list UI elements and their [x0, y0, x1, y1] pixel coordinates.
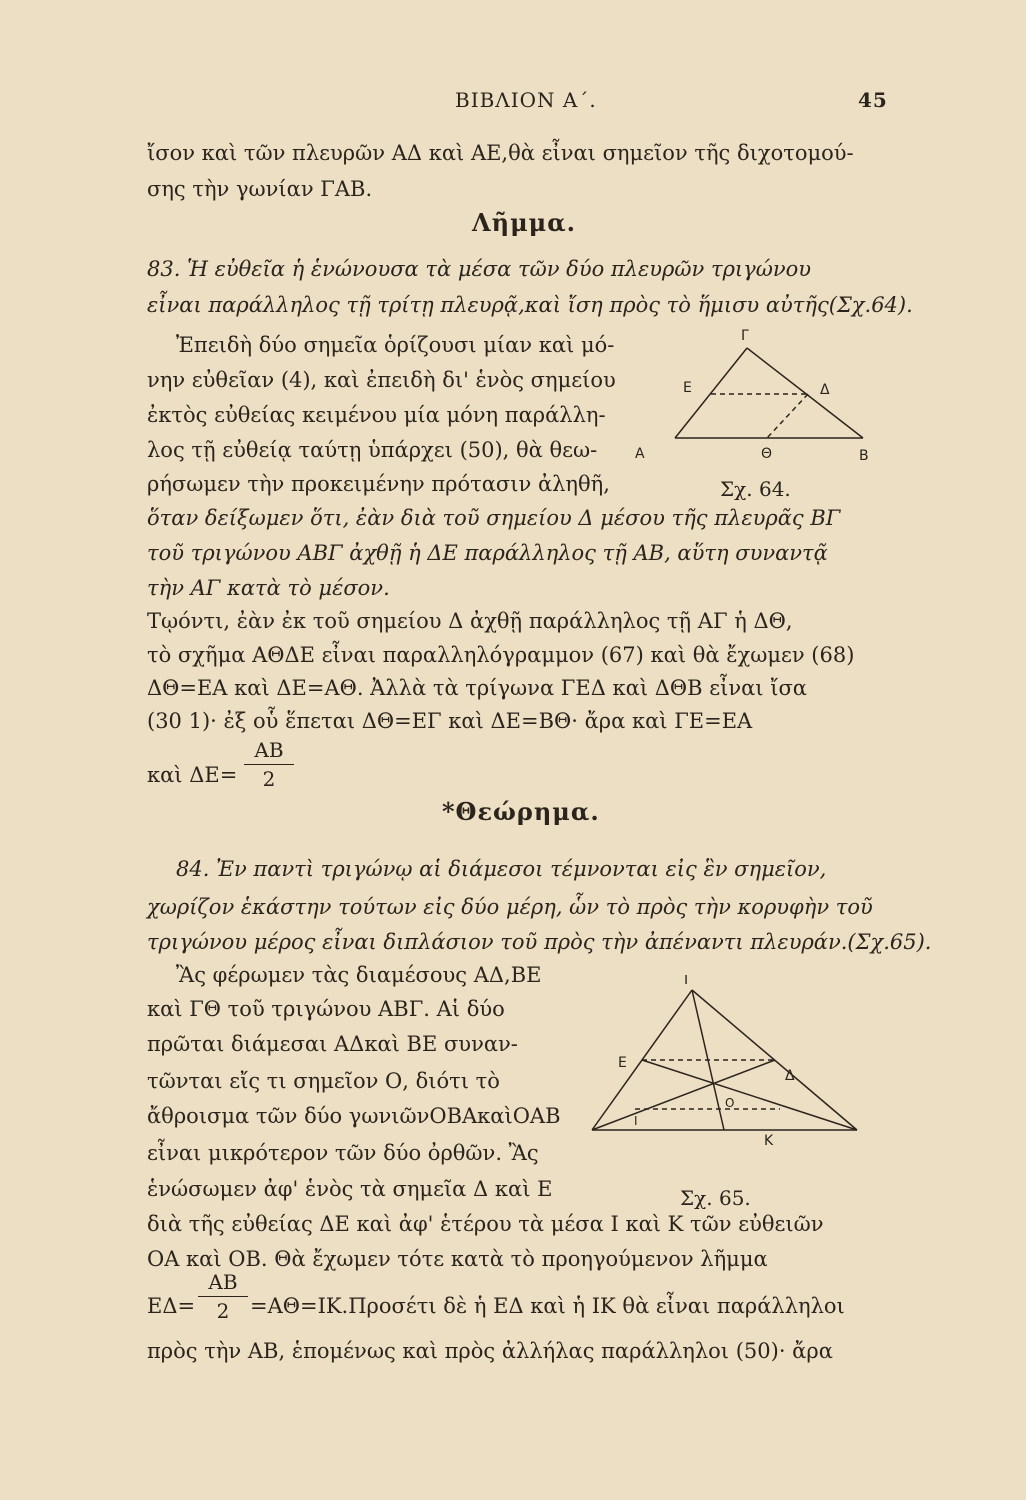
- figure-65-caption: Σχ. 65.: [680, 1186, 751, 1210]
- text-line: τὴν ΑΓ κατὰ τὸ μέσον.: [147, 576, 390, 600]
- text-line: ἴσον καὶ τῶν πλευρῶν ΑΔ καὶ ΑΕ,θὰ εἶναι σημεῖον τῆς διχοτομού-: [147, 141, 854, 165]
- text-line: ρήσωμεν τὴν προκειμένην πρότασιν ἀληθῆ,: [147, 472, 610, 496]
- label-G: Γ: [684, 975, 692, 988]
- label-G: Γ: [741, 328, 749, 344]
- text-line: Τῳόντι, ἐὰν ἐκ τοῦ σημείου Δ ἀχθῇ παράλληλος τῇ ΑΓ ἡ ΔΘ,: [147, 609, 793, 633]
- text-line: ἐκτὸς εὐθείας κειμένου μία μόνη παράλλη-: [147, 403, 606, 427]
- text-line: λος τῇ εὐθείᾳ ταύτῃ ὑπάρχει (50), θὰ θεω-: [147, 438, 598, 462]
- text-line: ΟΑ καὶ ΟΒ. Θὰ ἔχωμεν τότε κατὰ τὸ προηγούμενον λῆμμα: [147, 1247, 768, 1271]
- figure-64-caption: Σχ. 64.: [720, 477, 791, 501]
- text-line: (30 1)· ἐξ οὗ ἕπεται ΔΘ=ΕΓ καὶ ΔΕ=ΒΘ· ἄρα καὶ ΓΕ=ΕΑ: [147, 709, 753, 733]
- text-line: ΕΔ=: [147, 1294, 196, 1318]
- label-A: Α: [635, 446, 645, 462]
- figure-65: [582, 975, 872, 1155]
- text-line: ἄθροισμα τῶν δύο γωνιῶνΟΒΑκαὶΟΑΒ: [147, 1104, 561, 1128]
- text-line: σης τὴν γωνίαν ΓΑΒ.: [147, 177, 373, 201]
- label-TH: Θ: [761, 446, 773, 462]
- text-line: ἑνώσωμεν ἀφ' ἑνὸς τὰ σημεῖα Δ καὶ Ε: [147, 1177, 553, 1201]
- fraction-numerator: ΑΒ: [208, 1270, 238, 1294]
- text-line: =ΑΘ=ΙΚ.Προσέτι δὲ ἡ ΕΔ καὶ ἡ ΙΚ θὰ εἶναι παράλληλοι: [250, 1294, 845, 1318]
- lemma-statement: 83. Ἡ εὐθεῖα ἡ ἑνώνουσα τὰ μέσα τῶν δύο πλευρῶν τριγώνου: [147, 257, 812, 281]
- lemma-statement: εἶναι παράλληλος τῇ τρίτῃ πλευρᾷ,καὶ ἴση πρὸς τὸ ἥμισυ αὐτῆς(Σχ.64).: [147, 293, 913, 317]
- fraction-AB-over-2: [198, 1270, 248, 1323]
- theorem-heading: *Θεώρημα.: [442, 797, 600, 826]
- label-D: Δ: [785, 1068, 795, 1084]
- running-title: ΒΙΒΛΙΟΝ Α΄.: [455, 88, 597, 112]
- text-line: εἶναι μικρότερον τῶν δύο ὀρθῶν. Ἂς: [147, 1141, 539, 1165]
- text-line: πρῶται διάμεσαι ΑΔκαὶ ΒΕ συναν-: [147, 1032, 518, 1056]
- text-line: Ἂς φέρωμεν τὰς διαμέσους ΑΔ,ΒΕ: [176, 963, 542, 987]
- label-I: Ι: [634, 1114, 638, 1128]
- theorem-statement: τριγώνου μέρος εἶναι διπλάσιον τοῦ πρὸς τὴν ἀπέναντι πλευράν.(Σχ.65).: [147, 930, 932, 954]
- fraction-numerator: ΑΒ: [254, 738, 284, 762]
- theorem-statement: 84. Ἐν παντὶ τριγώνῳ αἱ διάμεσοι τέμνονται εἰς ἓν σημεῖον,: [176, 857, 827, 881]
- label-K: Κ: [764, 1133, 774, 1149]
- triangle-64: [675, 348, 863, 438]
- label-E: Ε: [618, 1055, 627, 1071]
- text-line: Ἐπειδὴ δύο σημεῖα ὁρίζουσι μίαν καὶ μό-: [176, 333, 615, 357]
- text-line: πρὸς τὴν ΑΒ, ἑπομένως καὶ πρὸς ἀλλήλας παράλληλοι (50)· ἄρα: [147, 1339, 833, 1363]
- text-line: τῶνται εἴς τι σημεῖον Ο, διότι τὸ: [147, 1069, 500, 1093]
- figure-64: [625, 318, 895, 468]
- label-E: Ε: [683, 380, 692, 396]
- lemma-heading: Λῆμμα.: [472, 208, 577, 237]
- text-line: καὶ ΔΕ=: [147, 763, 238, 787]
- label-B: Β: [859, 448, 869, 464]
- label-D: Δ: [820, 382, 830, 398]
- text-line: ὅταν δείξωμεν ὅτι, ἐὰν διὰ τοῦ σημείου Δ μέσου τῆς πλευρᾶς ΒΓ: [147, 506, 841, 530]
- label-O: Ο: [725, 1096, 735, 1110]
- page-number: 45: [858, 88, 888, 112]
- text-line: τὸ σχῆμα ΑΘΔΕ εἶναι παραλληλόγραμμον (67) καὶ θὰ ἔχωμεν (68): [147, 643, 855, 667]
- text-line: διὰ τῆς εὐθείας ΔΕ καὶ ἀφ' ἑτέρου τὰ μέσα Ι καὶ Κ τῶν εὐθειῶν: [147, 1212, 824, 1236]
- fraction-denominator: 2: [216, 1299, 230, 1323]
- text-line: τοῦ τριγώνου ΑΒΓ ἀχθῇ ἡ ΔΕ παράλληλος τῇ ΑΒ, αὕτη συναντᾷ: [147, 541, 828, 565]
- text-line: νην εὐθεῖαν (4), καὶ ἐπειδὴ δι' ἑνὸς σημείου: [147, 368, 616, 392]
- theorem-statement: χωρίζον ἑκάστην τούτων εἰς δύο μέρη, ὧν τὸ πρὸς τὴν κορυφὴν τοῦ: [147, 895, 873, 919]
- fraction-AB-over-2: [244, 738, 294, 791]
- text-line: ΔΘ=ΕΑ καὶ ΔΕ=ΑΘ. Ἀλλὰ τὰ τρίγωνα ΓΕΔ καὶ ΔΘΒ εἶναι ἴσα: [147, 676, 807, 700]
- fraction-denominator: 2: [262, 767, 276, 791]
- text-line: καὶ ΓΘ τοῦ τριγώνου ΑΒΓ. Αἱ δύο: [147, 997, 505, 1021]
